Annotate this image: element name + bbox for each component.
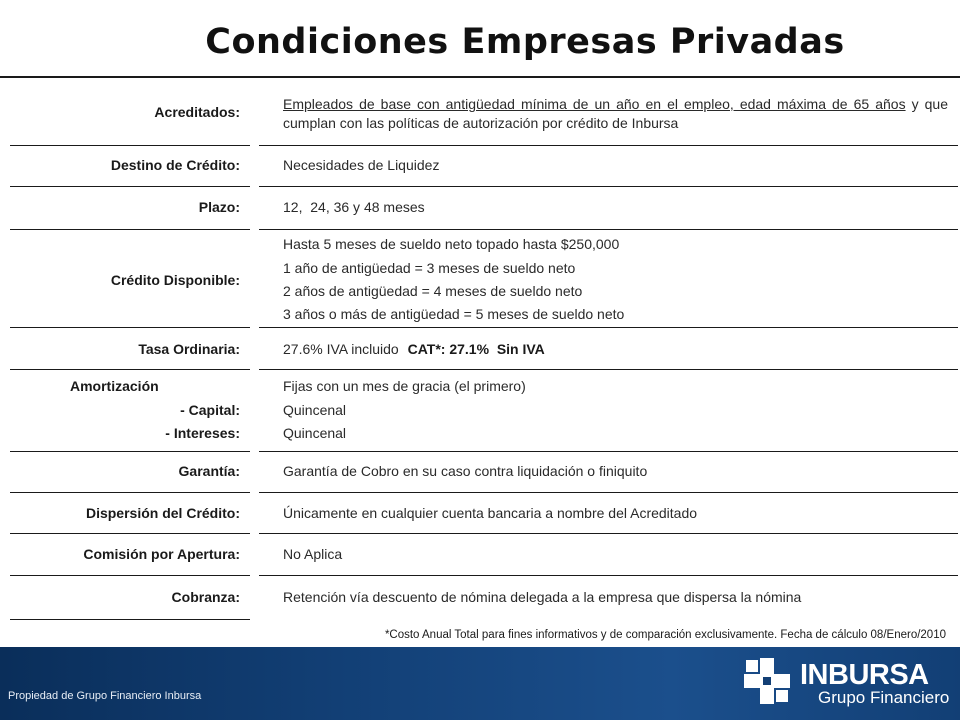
divider	[259, 369, 958, 370]
divider	[10, 451, 250, 452]
value-credito-line-1: Hasta 5 meses de sueldo neto topado hasta $250,000	[283, 236, 620, 252]
label-tasa: Tasa Ordinaria:	[138, 341, 240, 357]
label-intereses: - Intereses:	[165, 425, 240, 441]
divider	[10, 186, 250, 187]
acreditados-rest: y que cumplan con las políticas de autorización por crédito de Inbursa	[283, 96, 948, 131]
divider	[10, 492, 250, 493]
label-plazo: Plazo:	[198, 199, 240, 215]
label-acreditados: Acreditados:	[154, 104, 240, 120]
label-comision: Comisión por Apertura:	[83, 546, 240, 562]
ownership-text: Propiedad de Grupo Financiero Inbursa	[8, 690, 202, 702]
value-tasa	[283, 341, 948, 357]
cat-value: CAT*: 27.1% Sin IVA	[407, 341, 545, 357]
label-garantia: Garantía:	[178, 463, 240, 479]
divider	[259, 533, 958, 534]
label-amortizacion: Amortización	[70, 378, 159, 394]
title-divider	[0, 76, 960, 78]
page-title: Condiciones Empresas Privadas	[205, 22, 845, 62]
divider	[10, 369, 250, 370]
value-plazo: 12, 24, 36 y 48 meses	[283, 199, 425, 215]
value-credito-line-2: 1 año de antigüedad = 3 meses de sueldo neto	[283, 260, 576, 276]
value-cobranza: Retención vía descuento de nómina delegada a la empresa que dispersa la nómina	[283, 589, 802, 605]
value-garantia: Garantía de Cobro en su caso contra liquidación o finiquito	[283, 463, 648, 479]
divider	[10, 533, 250, 534]
divider	[259, 229, 958, 230]
divider	[259, 492, 958, 493]
value-intereses: Quincenal	[283, 425, 347, 441]
divider	[259, 327, 958, 328]
divider	[259, 575, 958, 576]
divider	[259, 186, 958, 187]
value-comision: No Aplica	[283, 546, 343, 562]
divider	[259, 451, 958, 452]
label-cobranza: Cobranza:	[171, 589, 240, 605]
value-capital: Quincenal	[283, 402, 347, 418]
divider	[10, 619, 250, 620]
value-destino: Necesidades de Liquidez	[283, 157, 440, 173]
value-acreditados	[283, 95, 948, 133]
divider	[10, 229, 250, 230]
divider	[10, 145, 250, 146]
label-dispersion: Dispersión del Crédito:	[85, 505, 240, 521]
brand-subtitle: Grupo Financiero	[818, 688, 950, 707]
footnote: *Costo Anual Total para fines informativos y de comparación exclusivamente. Fecha de cálculo 08/Enero/2010	[384, 629, 946, 641]
divider	[259, 145, 958, 146]
label-credito-disponible: Crédito Disponible:	[110, 272, 240, 288]
label-destino: Destino de Crédito:	[110, 157, 240, 173]
label-capital: - Capital:	[180, 402, 240, 418]
value-credito-line-4: 3 años o más de antigüedad = 5 meses de sueldo neto	[283, 306, 625, 322]
divider	[10, 327, 250, 328]
inbursa-logo-icon	[742, 656, 792, 706]
value-credito-line-3: 2 años de antigüedad = 4 meses de sueldo neto	[283, 283, 583, 299]
divider	[10, 575, 250, 576]
tasa-value: 27.6% IVA incluido	[283, 341, 399, 357]
acreditados-underlined: Empleados de base con antigüedad mínima de un año en el empleo, edad máxima de 65 años	[283, 96, 906, 112]
brand-name: INBURSA	[800, 659, 929, 691]
value-amortizacion: Fijas con un mes de gracia (el primero)	[283, 378, 526, 394]
value-dispersion: Únicamente en cualquier cuenta bancaria a nombre del Acreditado	[283, 505, 698, 521]
